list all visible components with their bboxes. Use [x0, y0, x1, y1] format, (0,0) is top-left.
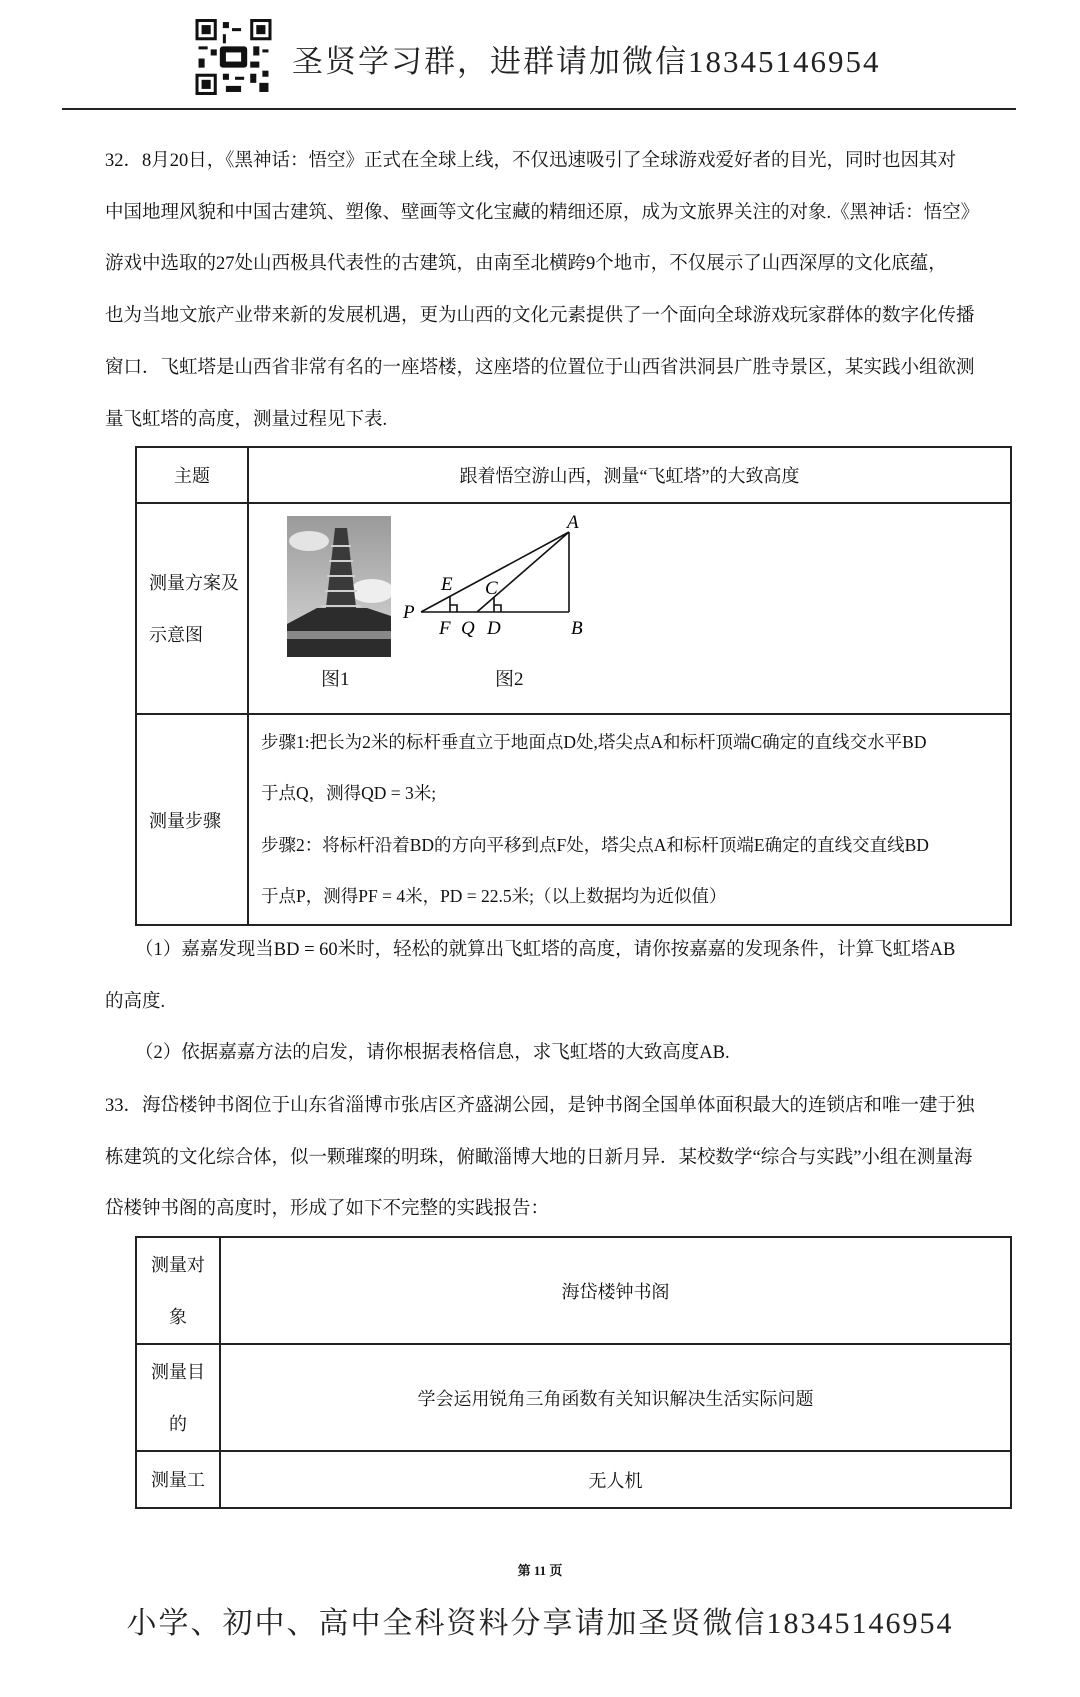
text-line: 33．海岱楼钟书阁位于山东省淄博市张店区齐盛湖公园，是钟书阁全国单体面积最大的连锁店和唯一建于独 [105, 1096, 975, 1116]
line-qa [477, 532, 569, 612]
page-number: 第 11 页 [517, 1563, 563, 1578]
subquestion-1-cont: 的高度. [105, 991, 166, 1012]
label-p: P [403, 602, 415, 623]
table-row [136, 1237, 1011, 1344]
text-line: 32．8月20日，《黑神话：悟空》正式在全球上线，不仅迅速吸引了全球游戏爱好者的目光，同时也因其对 [105, 151, 957, 171]
geometry-diagram [399, 512, 599, 637]
text-line: 岱楼钟书阁的高度时，形成了如下不完整的实践报告： [105, 1199, 550, 1220]
steps-cell [248, 714, 1011, 925]
text-line: 窗口．飞虹塔是山西省非常有名的一座塔楼，这座塔的位置位于山西省洪洞县广胜寺景区，某实践小组欲测 [105, 357, 975, 378]
pagoda-photo [287, 516, 391, 657]
figure-2-caption: 图2 [495, 669, 524, 690]
question-32-text [105, 136, 980, 446]
label-line: 测量目 [151, 1361, 205, 1382]
text-line: 也为当地文旅产业带来新的发展机遇，更为山西的文化元素提供了一个面向全球游戏玩家群体的数字化传播 [105, 306, 975, 327]
table-row [136, 1451, 1011, 1508]
scheme-label-line: 示意图 [149, 624, 203, 645]
header-text: 圣贤学习群，进群请加微信18345146954 [292, 44, 881, 79]
scheme-label [136, 503, 248, 714]
step-line: 步骤1:把长为2米的标杆垂直立于地面点D处,塔尖点A和标杆顶端C确定的直线交水平BD [261, 731, 927, 752]
table-row [136, 1344, 1011, 1451]
theme-value: 跟着悟空游山西，测量“飞虹塔”的大致高度 [248, 447, 1011, 503]
header-divider [62, 108, 1016, 110]
label-d: D [487, 618, 501, 637]
steps-label: 测量步骤 [136, 714, 248, 925]
label-line: 的 [169, 1413, 187, 1434]
row-label [136, 1451, 220, 1508]
table-row [136, 714, 1011, 925]
footer-text: 小学、初中、高中全科资料分享请加圣贤微信18345146954 [126, 1607, 954, 1640]
subquestion-2: （2）依据嘉嘉方法的启发，请你根据表格信息，求飞虹塔的大致高度AB. [135, 1043, 730, 1064]
text-line: 中国地理风貌和中国古建筑、塑像、壁画等文化宝藏的精细还原，成为文旅界关注的对象.《黑神话：悟空》 [105, 202, 980, 223]
row-value: 海岱楼钟书阁 [220, 1237, 1011, 1344]
measurement-table-32 [135, 446, 1012, 926]
subquestion-1: （1）嘉嘉发现当BD = 60米时，轻松的就算出飞虹塔的高度，请你按嘉嘉的发现条件，计算飞虹塔AB [135, 940, 956, 960]
report-table-33 [135, 1236, 1012, 1509]
row-label [136, 1237, 220, 1344]
table-row [136, 447, 1011, 503]
label-line: 测量对 [151, 1254, 205, 1275]
label-line: 象 [169, 1306, 187, 1327]
qr-code-icon [194, 19, 273, 95]
row-value: 学会运用锐角三角函数有关知识解决生活实际问题 [220, 1344, 1011, 1451]
label-c: C [485, 578, 498, 599]
question-32-subquestions [105, 925, 973, 1080]
step-line: 于点Q，测得QD = 3米; [261, 783, 437, 803]
label-a: A [567, 512, 579, 533]
label-f: F [439, 618, 451, 637]
figures-cell [248, 503, 1011, 714]
text-line: 栋建筑的文化综合体，似一颗璀璨的明珠，俯瞰淄博大地的日新月异．某校数学“综合与实践”小组在测量海 [105, 1147, 973, 1168]
table-row [136, 503, 1011, 714]
text-line: 游戏中选取的27处山西极具代表性的古建筑，由南至北横跨9个地市，不仅展示了山西深厚的文化底蕴， [105, 254, 947, 275]
row-label [136, 1344, 220, 1451]
theme-label: 主题 [136, 447, 248, 503]
label-q: Q [461, 618, 475, 637]
figure-1-caption: 图1 [321, 669, 350, 690]
question-33-text [105, 1081, 973, 1236]
label-line: 测量工 [151, 1469, 205, 1490]
line-pa [421, 532, 569, 612]
row-value: 无人机 [220, 1451, 1011, 1508]
text-line: 量飞虹塔的高度，测量过程见下表. [105, 409, 388, 430]
step-line: 于点P，测得PF = 4米，PD = 22.5米;（以上数据均为近似值） [261, 886, 727, 906]
step-line: 步骤2：将标杆沿着BD的方向平移到点F处，塔尖点A和标杆顶端E确定的直线交直线BD [261, 834, 929, 855]
label-b: B [571, 618, 583, 637]
scheme-label-line: 测量方案及 [149, 572, 239, 593]
label-e: E [441, 574, 453, 595]
